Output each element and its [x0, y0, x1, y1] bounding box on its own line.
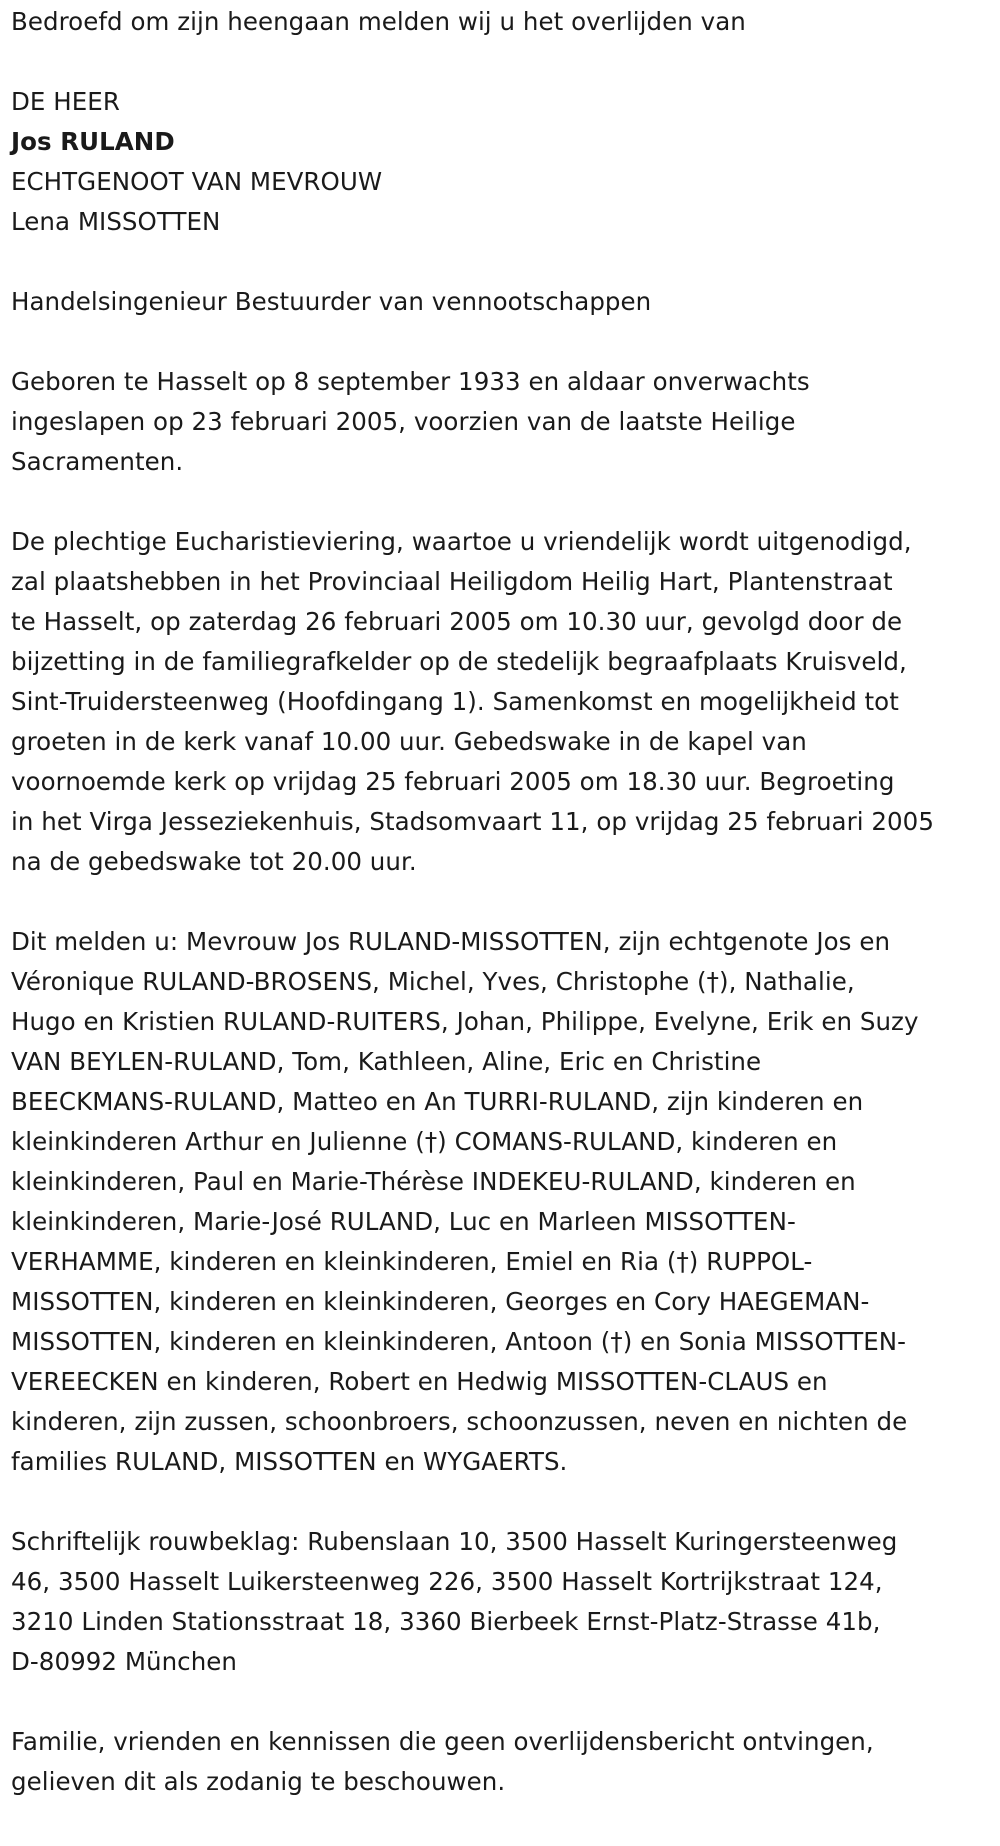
family-line: VAN BEYLEN-RULAND, Tom, Kathleen, Aline, Eric en Christine: [11, 1047, 762, 1076]
family-line: families RULAND, MISSOTTEN en WYGAERTS.: [11, 1447, 568, 1476]
family-paragraph: [11, 922, 996, 1482]
family-line: Dit melden u: Mevrouw Jos RULAND-MISSOTTEN, zijn echtgenote Jos en: [11, 927, 891, 956]
deceased-name: Jos RULAND: [11, 127, 175, 156]
family-line: Hugo en Kristien RULAND-RUITERS, Johan, Philippe, Evelyne, Erik en Suzy: [11, 1007, 919, 1036]
spacer: [11, 482, 996, 522]
ceremony-line: na de gebedswake tot 20.00 uur.: [11, 847, 417, 876]
ceremony-line: in het Virga Jesseziekenhuis, Stadsomvaart 11, op vrijdag 25 februari 2005: [11, 807, 934, 836]
spouse-name: Lena MISSOTTEN: [11, 207, 221, 236]
family-line: BEECKMANS-RULAND, Matteo en An TURRI-RULAND, zijn kinderen en: [11, 1087, 864, 1116]
ceremony-line: groeten in de kerk vanaf 10.00 uur. Gebedswake in de kapel van: [11, 727, 807, 756]
spacer: [11, 42, 996, 82]
ceremony-line: te Hasselt, op zaterdag 26 februari 2005 om 10.30 uur, gevolgd door de: [11, 607, 903, 636]
deceased-title: DE HEER: [11, 87, 120, 116]
birth-death-paragraph: [11, 362, 996, 482]
ceremony-line: Sint-Truidersteenweg (Hoofdingang 1). Samenkomst en mogelijkheid tot: [11, 687, 899, 716]
condolences-line: Schriftelijk rouwbeklag: Rubenslaan 10, 3500 Hasselt Kuringersteenweg: [11, 1527, 898, 1556]
family-line: MISSOTTEN, kinderen en kleinkinderen, Georges en Cory HAEGEMAN-: [11, 1287, 870, 1316]
spacer: [11, 882, 996, 922]
spouse-label: ECHTGENOOT VAN MEVROUW: [11, 167, 383, 196]
ceremony-line: voornoemde kerk op vrijdag 25 februari 2005 om 18.30 uur. Begroeting: [11, 767, 895, 796]
spacer: [11, 242, 996, 282]
family-line: VEREECKEN en kinderen, Robert en Hedwig MISSOTTEN-CLAUS en: [11, 1367, 828, 1396]
spacer: [11, 1682, 996, 1722]
intro-line: Bedroefd om zijn heengaan melden wij u het overlijden van: [11, 7, 746, 36]
family-line: kleinkinderen Arthur en Julienne (†) COMANS-RULAND, kinderen en: [11, 1127, 838, 1156]
death-notice: [11, 2, 996, 1802]
closing-paragraph: [11, 1722, 996, 1802]
ceremony-line: De plechtige Eucharistieviering, waartoe u vriendelijk wordt uitgenodigd,: [11, 527, 912, 556]
condolences-paragraph: [11, 1522, 996, 1682]
condolences-line: D-80992 München: [11, 1647, 237, 1676]
family-line: kinderen, zijn zussen, schoonbroers, schoonzussen, neven en nichten de: [11, 1407, 908, 1436]
closing-line: Familie, vrienden en kennissen die geen overlijdensbericht ontvingen,: [11, 1727, 874, 1756]
family-line: MISSOTTEN, kinderen en kleinkinderen, Antoon (†) en Sonia MISSOTTEN-: [11, 1327, 907, 1356]
ceremony-line: bijzetting in de familiegrafkelder op de stedelijk begraafplaats Kruisveld,: [11, 647, 907, 676]
condolences-line: 46, 3500 Hasselt Luikersteenweg 226, 3500 Hasselt Kortrijkstraat 124,: [11, 1567, 883, 1596]
family-line: VERHAMME, kinderen en kleinkinderen, Emiel en Ria (†) RUPPOL-: [11, 1247, 813, 1276]
spacer: [11, 1482, 996, 1522]
family-line: kleinkinderen, Paul en Marie-Thérèse INDEKEU-RULAND, kinderen en: [11, 1167, 856, 1196]
closing-line: gelieven dit als zodanig te beschouwen.: [11, 1767, 506, 1796]
ceremony-paragraph: [11, 522, 996, 882]
birth-death-line: Sacramenten.: [11, 447, 184, 476]
birth-death-line: ingeslapen op 23 februari 2005, voorzien van de laatste Heilige: [11, 407, 796, 436]
spacer: [11, 322, 996, 362]
condolences-line: 3210 Linden Stationsstraat 18, 3360 Bierbeek Ernst-Platz-Strasse 41b,: [11, 1607, 881, 1636]
ceremony-line: zal plaatshebben in het Provinciaal Heiligdom Heilig Hart, Plantenstraat: [11, 567, 893, 596]
profession: Handelsingenieur Bestuurder van vennootschappen: [11, 287, 652, 316]
family-line: kleinkinderen, Marie-José RULAND, Luc en Marleen MISSOTTEN-: [11, 1207, 796, 1236]
family-line: Véronique RULAND-BROSENS, Michel, Yves, Christophe (†), Nathalie,: [11, 967, 855, 996]
birth-death-line: Geboren te Hasselt op 8 september 1933 en aldaar onverwachts: [11, 367, 810, 396]
